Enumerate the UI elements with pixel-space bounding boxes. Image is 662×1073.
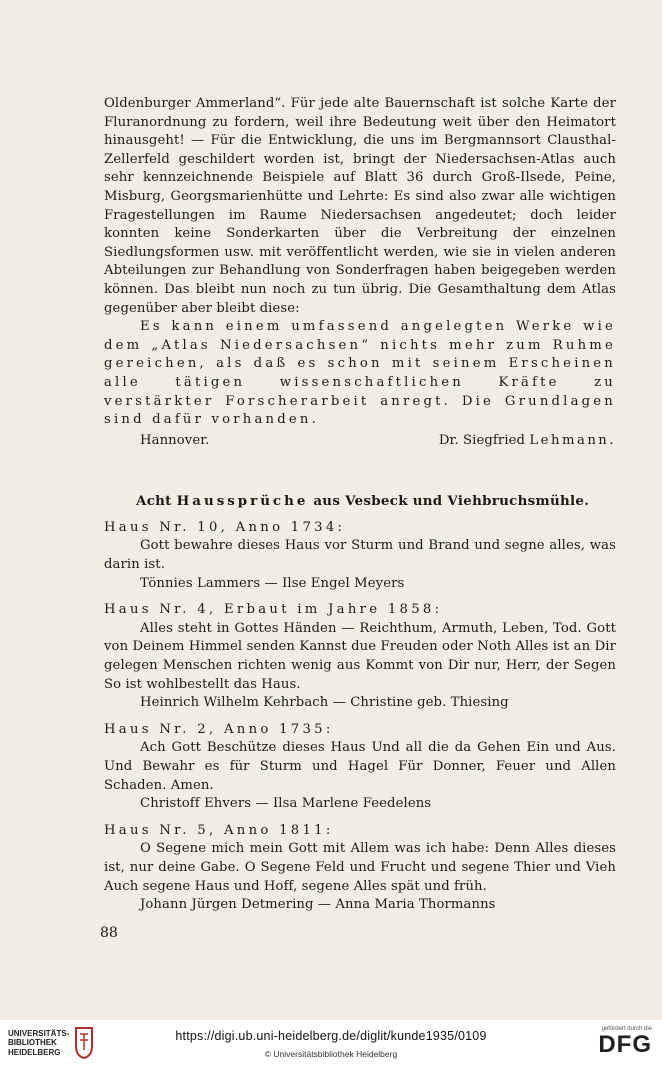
signature-row	[104, 432, 616, 451]
section-heading-part1: Acht	[136, 493, 172, 510]
house-verse: Ach Gott Beschütze dieses Haus Und all die da Gehen Ein und Aus. Und Bewahr es für Sturm und Hagel Für Donner, Feuer und Allen Schaden. Amen.	[104, 740, 616, 793]
signature-author	[439, 432, 616, 451]
body-paragraph-2: Es kann einem umfassend angelegten Werke wie dem „Atlas Niedersachsen“ nichts mehr zum Ruhme gereichen, als daß es schon mit seinem Erscheinen alle tätigen wissenschaftlichen Kräfte zu verstärkter Forscherarbeit anregt. Die Grundlagen sind dafür vorhanden.	[104, 319, 616, 428]
house-label	[104, 721, 616, 740]
page-text	[104, 95, 616, 915]
house-label	[104, 601, 616, 620]
house-label	[104, 822, 616, 841]
dfg-caption: gefördert durch die	[601, 1026, 652, 1032]
house-inscription	[104, 822, 616, 915]
section-heading	[104, 492, 616, 511]
house-inscription	[104, 519, 616, 593]
logo-line: HEIDELBERG	[8, 1047, 61, 1057]
body-paragraph-1: Oldenburger Ammerland“. Für jede alte Bauernschaft ist solche Karte der Fluranordnung zu fordern, weil ihre Bedeutung weit über den Heimatort hinausgeht! — Für die Entwicklung, die uns im Bergmannsort Clausthal-Zellerfeld geschildert worden ist, bringt der Niedersachsen-Atlas auch sehr kennzeichnende Beispiele auf Blatt 36 durch Groß-Ilsede, Peine, Misburg, Georgsmarienhütte und Lehrte: Es sind also zwar alle wichtigen Fragestellungen im Raume Niedersachsen angedeutet; doch leider konnten keine Sonderkarten über die Verbreitung der einzelnen Siedlungsformen usw. mit veröffentlicht werden, wie sie in vielen anderen Abteilungen zur Behandlung von Sonderfragen haben beigegeben werden können. Das bleibt nun noch zu tun übrig. Die Gesamthaltung dem Atlas gegenüber aber bleibt diese:	[104, 96, 616, 316]
house-names: Tönnies Lammers — Ilse Engel Meyers	[140, 575, 405, 591]
house-verse: O Segene mich mein Gott mit Allem was ich habe: Denn Alles dieses ist, nur deine Gabe. O Segene Feld und Frucht und segene Thier und Vieh Auch segene Haus und Hoff, segene Alles spät und früh.	[104, 841, 616, 894]
viewer-footer	[0, 1020, 662, 1073]
house-label-text: Haus Nr. 5, Anno 1811:	[104, 822, 334, 838]
permalink-url[interactable]: https://digi.ub.uni-heidelberg.de/diglit/kunde1935/0109	[175, 1029, 487, 1043]
signature-author-prefix: Dr. Siegfried	[438, 432, 526, 448]
signature-place: Hannover.	[140, 432, 210, 448]
dfg-mark: DFG	[598, 1031, 652, 1058]
house-inscription	[104, 721, 616, 814]
section-heading-part2: Haussprüche	[176, 493, 309, 510]
house-verse: Alles steht in Gottes Händen — Reichthum, Armuth, Leben, Tod. Gott von Deinem Himmel senden Kannst due Freuden oder Noth Alles ist an Dir gelegen Menschen richten wenig aus Kommt von Dir nur, Herr, der Segen So ist wohlbestellt das Haus.	[104, 620, 616, 692]
section-heading-part3: aus Vesbeck und Viehbruchsmühle.	[313, 493, 590, 510]
logo-line: BIBLIOTHEK	[8, 1038, 57, 1048]
house-label-text: Haus Nr. 10, Anno 1734:	[104, 519, 346, 535]
house-label-text: Haus Nr. 2, Anno 1735:	[104, 721, 334, 737]
house-label-text: Haus Nr. 4, Erbaut im Jahre 1858:	[104, 602, 443, 618]
page-number: 88	[100, 925, 118, 941]
dfg-funding-logo[interactable]	[598, 1026, 652, 1058]
copyright-notice: © Universitätsbibliothek Heidelberg	[264, 1049, 398, 1059]
house-names: Christoff Ehvers — Ilsa Marlene Feedelens	[140, 796, 432, 812]
house-inscription	[104, 601, 616, 713]
house-label	[104, 519, 616, 538]
signature-author-surname: Lehmann.	[529, 432, 616, 448]
logo-line: UNIVERSITÄTS-	[8, 1028, 70, 1038]
house-verse: Gott bewahre dieses Haus vor Sturm und Brand und segne alles, was darin ist.	[104, 538, 616, 573]
house-names: Johann Jürgen Detmering — Anna Maria Thormanns	[140, 897, 496, 913]
house-names: Heinrich Wilhelm Kehrbach — Christine geb. Thiesing	[140, 695, 509, 711]
